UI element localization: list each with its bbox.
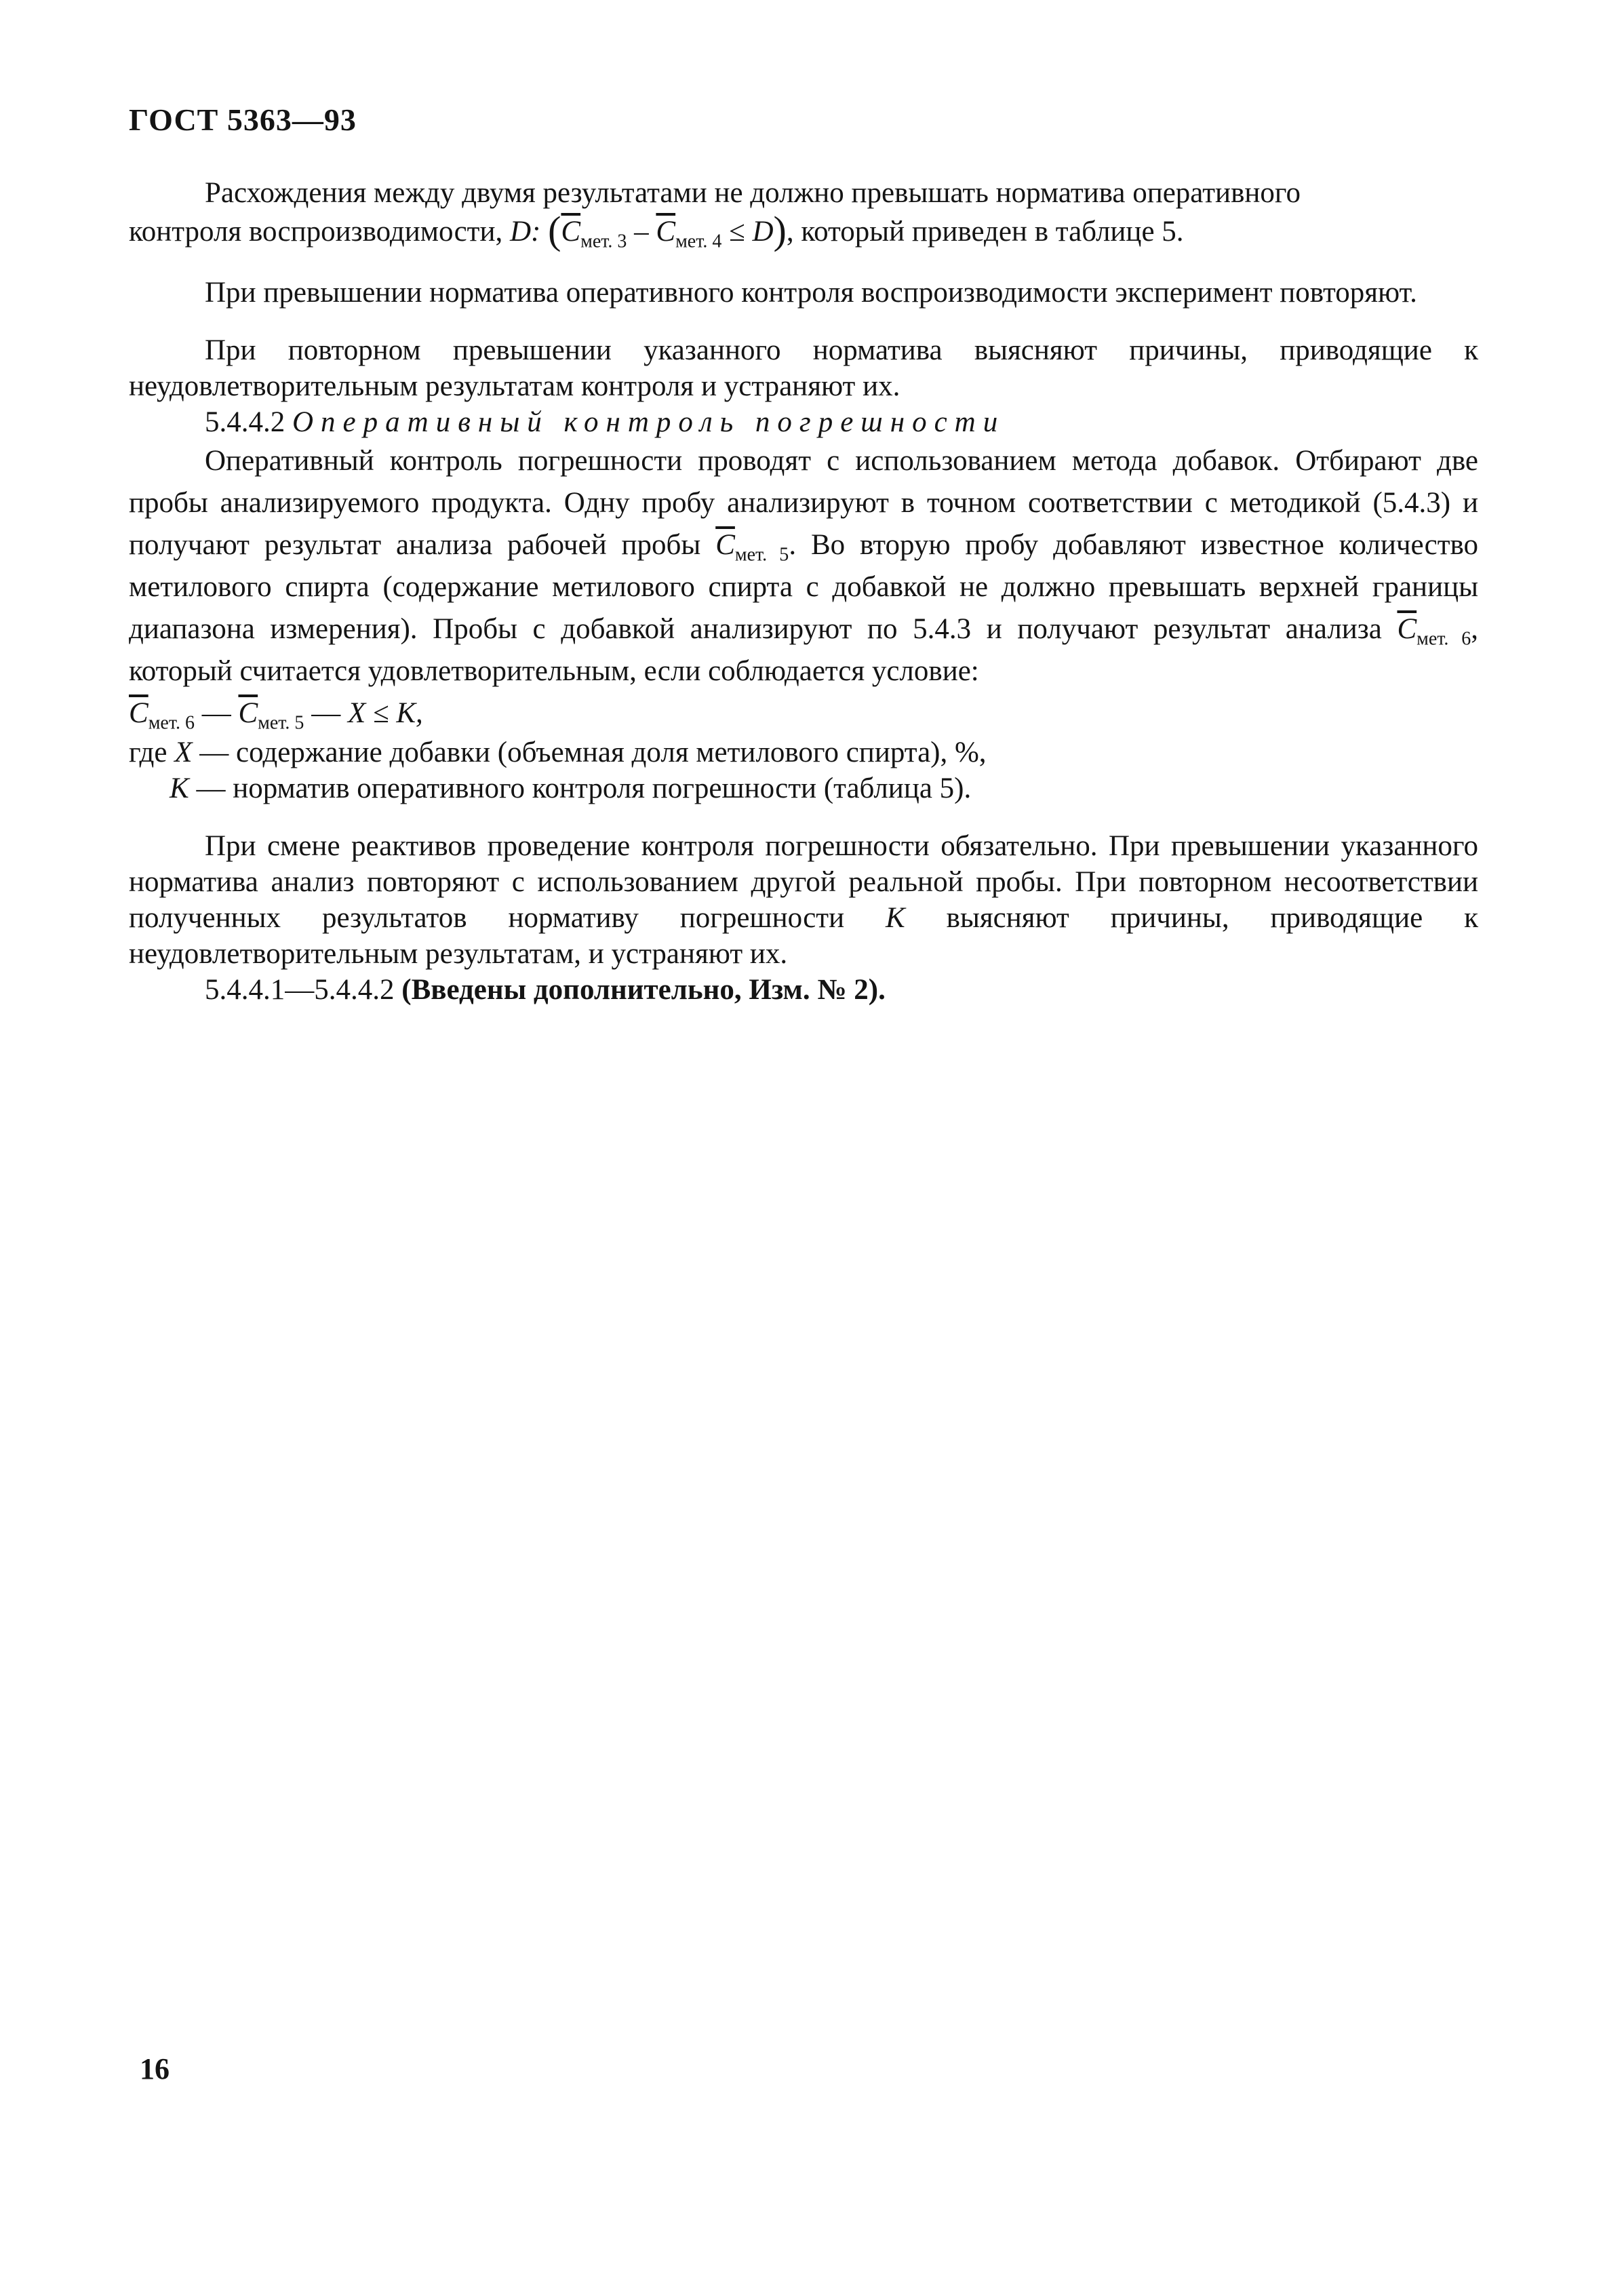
amendment-note: 5.4.4.1—5.4.4.2 (Введены дополнительно, Изм. № 2). (205, 974, 886, 1006)
definition-k: K — норматив оперативного контроля погрешности (таблица 5). (170, 772, 972, 804)
reproducibility-formula-line: контроля воспроизводимости, D: $(\overline{C}_{мет. 3} - \overline{C}_{мет. 4} \le D)$, который приведен в таблице 5. (129, 208, 1184, 252)
c-met4: $\overline{C}$ (656, 216, 676, 248)
paragraph-repeat-exceed: При повторном превышении указанного норматива выясняют причины, приводящие к неудовлетворительным результатам контроля и устраняют их. (129, 334, 1478, 402)
symbol-d: D: (509, 216, 541, 248)
p1-line1: Расхождения между двумя результатами не должно превышать норматива оперативного (205, 177, 1301, 209)
paragraph-repeat-experiment: При превышении норматива оперативного контроля воспроизводимости эксперимент повторяют. (205, 277, 1417, 309)
c-met5: $\overline{C}$ (715, 529, 735, 561)
section-number: 5.4.4.2 (205, 406, 285, 438)
definition-x: где X — содержание добавки (объемная доля метилового спирта), %, (129, 737, 987, 768)
section-heading (129, 404, 1478, 440)
c-met3: $\overline{C}$ (561, 216, 581, 248)
condition-formula: $\overline{C}_{мет. 6}$ — $\overline{C}_{мет. 5}$ — X ≤ K, (129, 697, 423, 734)
paragraph-additive-method: Оперативный контроль погрешности проводят с использованием метода добавок. Отбирают две пробы анализируемого продукта. Одну пробу анализируют в точном соответствии с методикой (5.4.3) и получают результат анализа рабочей пробы $\overline{C}_{мет. 5}$. Во вторую пробу добавляют известное количество метилового спирта (содержание метилового спирта с добавкой не должно превышать верхней границы диапазона измерения). Пробы с добавкой анализируют по 5.4.3 и получают результат анализа $\overline{C}_{мет. 6}$, который считается удовлетворительным, если соблюдается условие: (129, 445, 1479, 687)
standard-header: ГОСТ 5363—93 (129, 102, 357, 137)
section-title: Оперативный контроль погрешности (292, 406, 1006, 438)
paragraph-reproducibility (129, 175, 1478, 211)
document-body (129, 175, 1478, 1008)
paragraph-reagent-change: При смене реактивов проведение контроля погрешности обязательно. При превышении указанного норматива анализ повторяют с использованием другой реальной пробы. При повторном несоответствии полученных результатов нормативу погрешности K выясняют причины, приводящие к неудовлетворительным результатам, и устраняют их. (129, 830, 1478, 970)
c-met6: $\overline{C}$ (1397, 613, 1417, 645)
page-number: 16 (140, 2052, 170, 2085)
